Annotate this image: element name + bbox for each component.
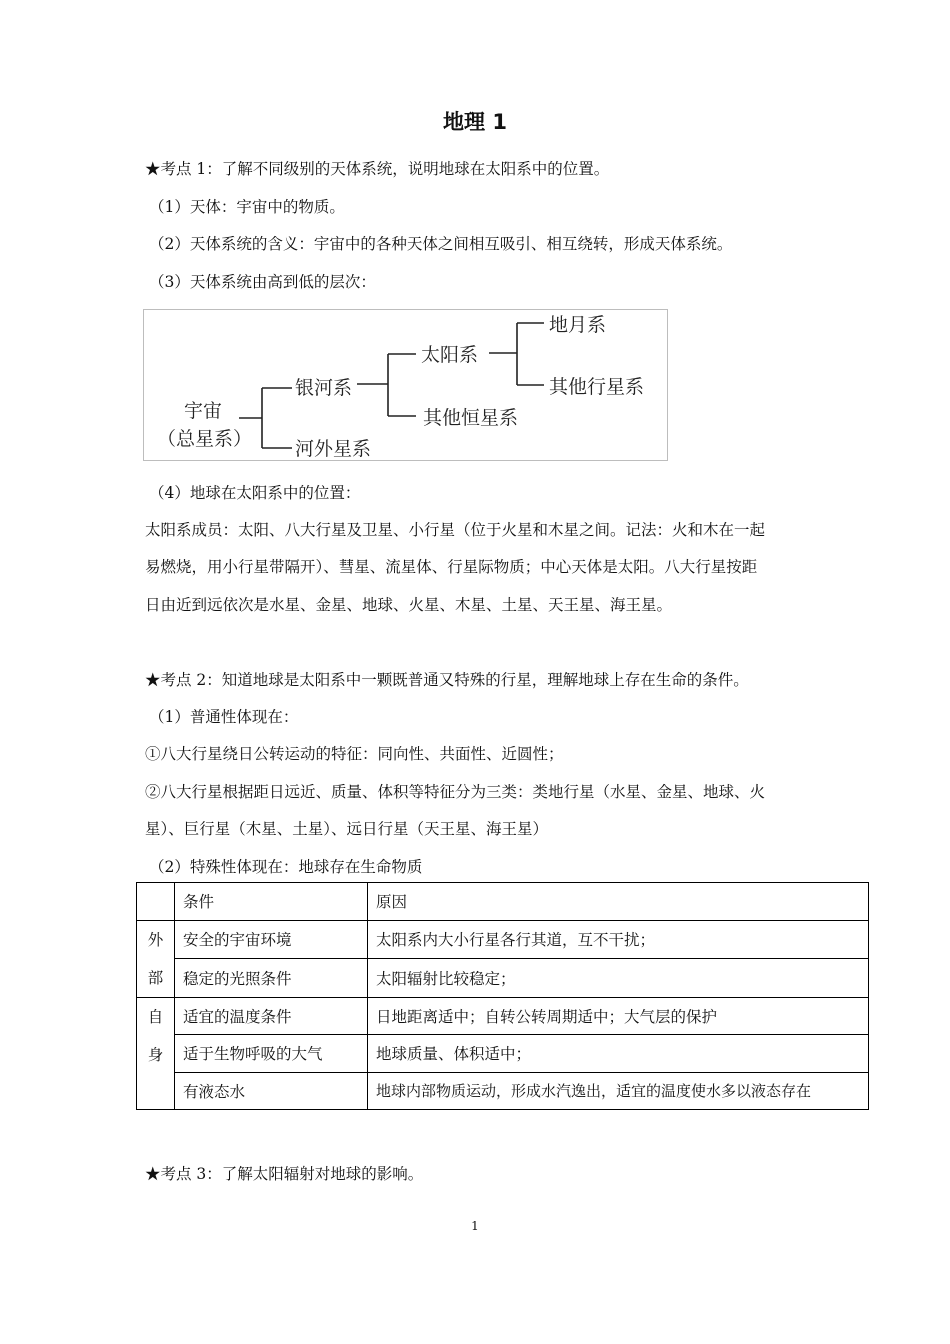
- point1-para-line1: 太阳系成员：太阳、八大行星及卫星、小行星（位于火星和木星之间。记法：火和木在一起: [145, 521, 766, 539]
- point1-item3: （3）天体系统由高到低的层次：: [149, 273, 376, 291]
- celestial-hierarchy-diagram: [143, 309, 668, 461]
- table-cell: 适于生物呼吸的大气: [175, 1035, 368, 1073]
- tree-connectors: [239, 323, 544, 448]
- node-earth-moon: 地月系: [549, 314, 607, 336]
- hierarchy-tree: [144, 310, 669, 462]
- point1-item4: （4）地球在太阳系中的位置：: [149, 484, 361, 502]
- point2-line4: 星）、巨行星（木星、土星）、远日行星（天王星、海王星）: [145, 820, 549, 838]
- point2-line1: （1）普通性体现在：: [149, 708, 299, 726]
- node-universe-note: （总星系）: [157, 428, 253, 450]
- point1-heading: ★考点 1：了解不同级别的天体系统，说明地球在太阳系中的位置。: [145, 160, 610, 178]
- point2-heading: ★考点 2：知道地球是太阳系中一颗既普通又特殊的行星，理解地球上存在生命的条件。: [145, 671, 749, 689]
- node-extragalactic: 河外星系: [295, 438, 372, 460]
- page-number: 1: [471, 1219, 479, 1233]
- node-other-stars: 其他恒星系: [423, 407, 519, 429]
- table-cell: 太阳辐射比较稳定；: [368, 959, 869, 998]
- group-char: 部: [147, 968, 164, 987]
- table-cell: 太阳系内大小行星各行其道，互不干扰；: [368, 920, 869, 959]
- point2-line3: ②八大行星根据距日远近、质量、体积等特征分为三类：类地行星（水星、金星、地球、火: [145, 783, 766, 801]
- group-external: [137, 920, 175, 997]
- group-char: 自: [147, 1007, 164, 1026]
- table-header-row: [137, 883, 869, 921]
- table-cell: 地球内部物质运动，形成水汽逸出，适宜的温度使水多以液态存在: [368, 1072, 869, 1110]
- point2-line2: ①八大行星绕日公转运动的特征：同向性、共面性、近圆性；: [145, 745, 564, 763]
- table-row: [137, 1035, 869, 1073]
- node-other-planets: 其他行星系: [549, 376, 645, 398]
- table-cell: 适宜的温度条件: [175, 997, 368, 1035]
- table-cell: 日地距离适中；自转公转周期适中；大气层的保护: [368, 997, 869, 1035]
- table-row: [137, 1072, 869, 1110]
- table-cell: 稳定的光照条件: [175, 959, 368, 998]
- node-solar-system: 太阳系: [421, 344, 479, 366]
- table-header-cell: 条件: [175, 883, 368, 921]
- table-row: [137, 959, 869, 998]
- page-title: 地理 1: [443, 110, 507, 134]
- point1-para-line3: 日由近到远依次是水星、金星、地球、火星、木星、土星、天王星、海王星。: [145, 596, 673, 614]
- group-self: [137, 997, 175, 1110]
- node-universe: 宇宙: [184, 400, 223, 422]
- life-conditions-table: [136, 882, 869, 1110]
- point1-item1: （1）天体：宇宙中的物质。: [149, 198, 345, 216]
- table-row: [137, 920, 869, 959]
- table-cell: 有液态水: [175, 1072, 368, 1110]
- table-header-cell: 原因: [368, 883, 869, 921]
- node-milky-way: 银河系: [295, 377, 353, 399]
- table-cell: 地球质量、体积适中；: [368, 1035, 869, 1073]
- point1-para-line2: 易燃烧，用小行星带隔开）、彗星、流星体、行星际物质；中心天体是太阳。八大行星按距: [145, 558, 758, 576]
- group-char: 身: [147, 1045, 164, 1064]
- point3-heading: ★考点 3：了解太阳辐射对地球的影响。: [145, 1165, 424, 1183]
- point2-line5: （2）特殊性体现在：地球存在生命物质: [149, 858, 423, 876]
- table-header-cell: [137, 883, 175, 921]
- point1-item2: （2）天体系统的含义：宇宙中的各种天体之间相互吸引、相互绕转，形成天体系统。: [149, 235, 733, 253]
- group-char: 外: [147, 930, 164, 949]
- table-row: [137, 997, 869, 1035]
- table-cell: 安全的宇宙环境: [175, 920, 368, 959]
